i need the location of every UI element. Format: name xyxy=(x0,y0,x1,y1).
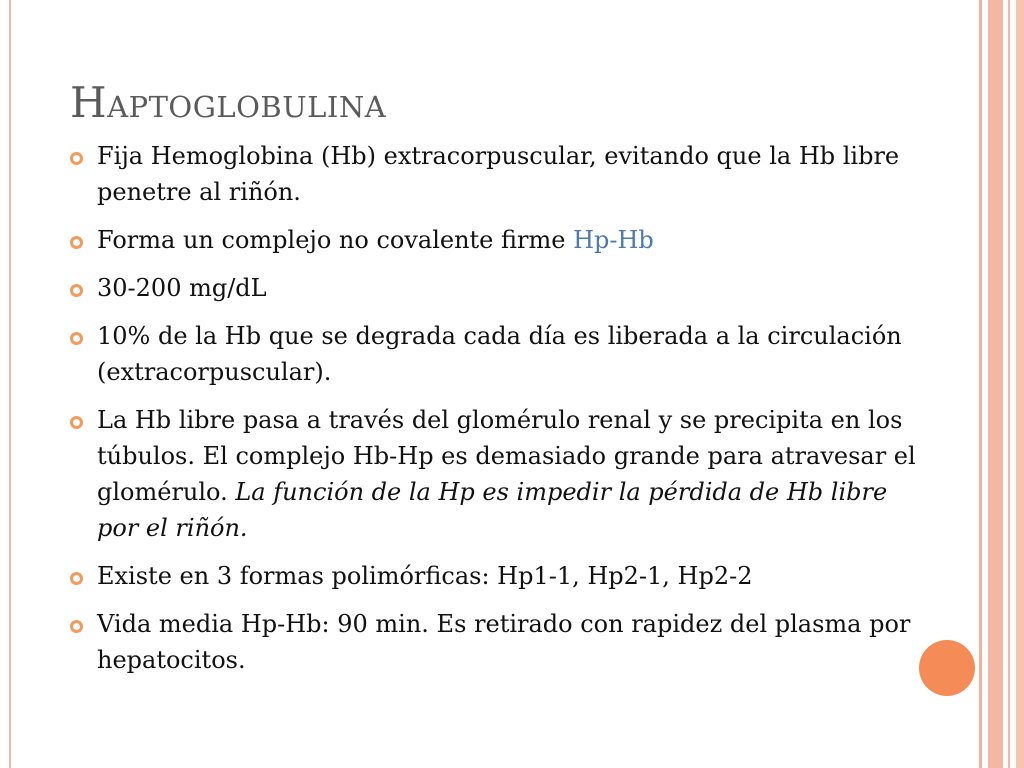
bullet-text: 30-200 mg/dL xyxy=(97,274,267,302)
bullet-ring-icon xyxy=(70,572,83,585)
frame-right-thin-line xyxy=(979,0,982,768)
bullet-ring-icon xyxy=(70,620,83,633)
bullet-list xyxy=(70,138,930,690)
bullet-text: La Hb libre pasa a través del glomérulo renal y se precipita en los túbulos. El complejo Hb-Hp es demasiado grande para atravesar el glomérulo. xyxy=(97,406,916,506)
bullet-ring-icon xyxy=(70,332,83,345)
slide-title: Haptoglobulina xyxy=(70,78,387,127)
bullet-item xyxy=(70,138,930,210)
frame-left-line xyxy=(9,0,11,768)
hp-hb-highlight: Hp-Hb xyxy=(573,226,654,254)
bullet-item xyxy=(70,270,930,306)
bullet-italic-text: La función de la Hp es impedir la pérdida de Hb libre por el riñón. xyxy=(97,478,888,542)
bullet-text: Forma un complejo no covalente firme xyxy=(97,226,574,254)
bullet-ring-icon xyxy=(70,236,83,249)
bullet-ring-icon xyxy=(70,152,83,165)
frame-right-band xyxy=(988,0,1003,768)
frame-right-line xyxy=(1008,0,1010,768)
bullet-text: Existe en 3 formas polimórficas: Hp1-1, Hp2-1, Hp2-2 xyxy=(97,562,753,590)
bullet-ring-icon xyxy=(70,284,83,297)
bullet-text: Vida media Hp-Hb: 90 min. Es retirado con rapidez del plasma por hepatocitos. xyxy=(97,610,911,674)
bullet-item xyxy=(70,402,930,546)
bullet-text: Fija Hemoglobina (Hb) extracorpuscular, evitando que la Hb libre penetre al riñón. xyxy=(97,142,900,206)
bullet-item xyxy=(70,606,930,678)
frame-right-outer-band xyxy=(1016,0,1024,768)
bullet-text: 10% de la Hb que se degrada cada día es liberada a la circulación (extracorpuscular). xyxy=(97,322,902,386)
bullet-item xyxy=(70,558,930,594)
bullet-item xyxy=(70,222,930,258)
bullet-ring-icon xyxy=(70,416,83,429)
bullet-item xyxy=(70,318,930,390)
